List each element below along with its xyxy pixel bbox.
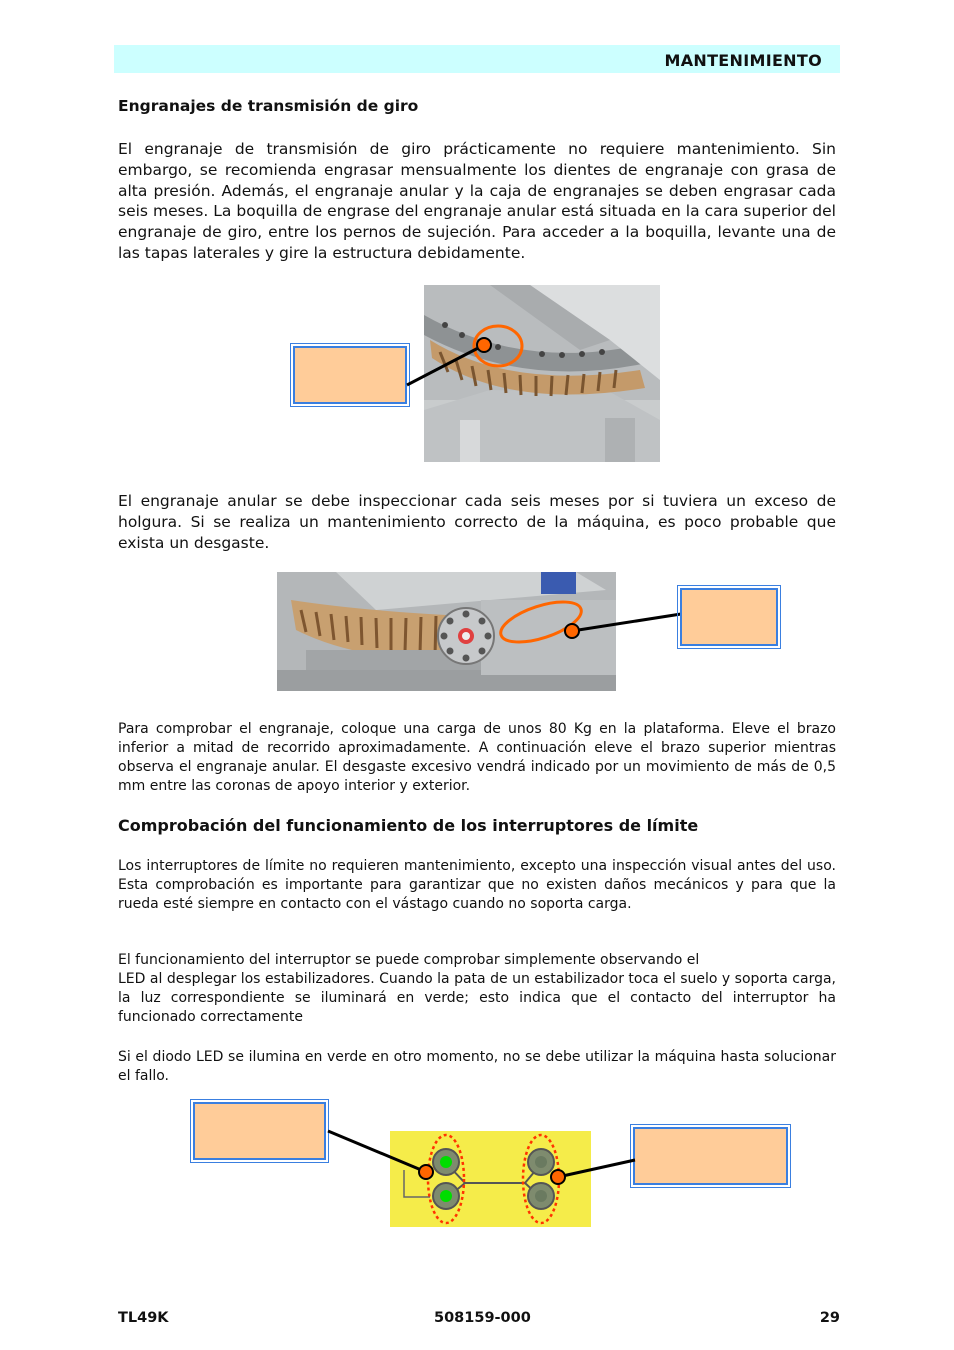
led-green-icon	[440, 1156, 452, 1168]
figure-gear-ring-top	[280, 280, 680, 470]
marker-dot	[477, 338, 491, 352]
section-heading-gears: Engranajes de transmisión de giro	[118, 97, 419, 115]
section-heading-limit-switches: Comprobación del funcionamiento de los interruptores de límite	[118, 816, 699, 835]
marker-dot-right	[551, 1170, 565, 1184]
led-off-icon	[535, 1156, 547, 1168]
header-bar	[114, 45, 840, 73]
page-section-title: MANTENIMIENTO	[664, 51, 822, 70]
gear-paragraph-2: El engranaje anular se debe inspeccionar cada seis meses por si tuviera un exceso de holgura. Si se realiza un mantenimiento correcto de la máquina, es poco probable que exista un desgaste.	[118, 492, 836, 552]
led-off-icon	[535, 1190, 547, 1202]
figure-led-panel	[320, 1125, 640, 1235]
gear-paragraph-1: El engranaje de transmisión de giro prácticamente no requiere mantenimiento. Sin embargo, se recomienda engrasar mensualmente los dientes de engranaje con grasa de alta presión. Además, el engranaje anular y la caja de engranajes se deben engrasar cada seis meses. La boquilla de engrase del engranaje anular está situada en la cara superior del engranaje de giro, entre los pernos de sujeción. Para acceder a la boquilla, levante una de las tapas laterales y gire la estructura debidamente.	[118, 140, 836, 262]
callout-box-3	[193, 1102, 326, 1160]
switch-paragraph-2-line1: El funcionamiento del interruptor se puede comprobar simplemente observando el	[118, 952, 700, 968]
callout-box-4	[633, 1127, 788, 1185]
callout-box-2	[680, 588, 778, 646]
footer-doc-number: 508159-000	[434, 1310, 531, 1326]
switch-paragraph-3: Si el diodo LED se ilumina en verde en otro momento, no se debe utilizar la máquina hasta solucionar el fallo.	[118, 1049, 836, 1084]
marker-dot-left	[419, 1165, 433, 1179]
footer-page-number: 29	[819, 1310, 840, 1326]
footer-model: TL49K	[118, 1310, 169, 1326]
switch-paragraph-1: Los interruptores de límite no requieren mantenimiento, excepto una inspección visual antes del uso. Esta comprobación es importante para garantizar que no existen daños mecánicos y para que la rueda esté siempre en contacto con el vástago cuando no soporta carga.	[118, 858, 836, 912]
gear-paragraph-3: Para comprobar el engranaje, coloque una carga de unos 80 Kg en la plataforma. Eleve el brazo inferior a mitad de recorrido aproximadamente. A continuación eleve el brazo superior mientras observa el engranaje anular. El desgaste excesivo vendrá indicado por un movimiento de más de 0,5 mm entre las coronas de apoyo interior y exterior.	[118, 721, 836, 794]
led-green-icon	[440, 1190, 452, 1202]
switch-paragraph-2: LED al desplegar los estabilizadores. Cuando la pata de un estabilizador toca el suelo y soporta carga, la luz correspondiente se iluminará en verde; esto indica que el contacto del interruptor ha funcionado correctamente	[118, 971, 836, 1025]
marker-dot-side	[565, 624, 579, 638]
